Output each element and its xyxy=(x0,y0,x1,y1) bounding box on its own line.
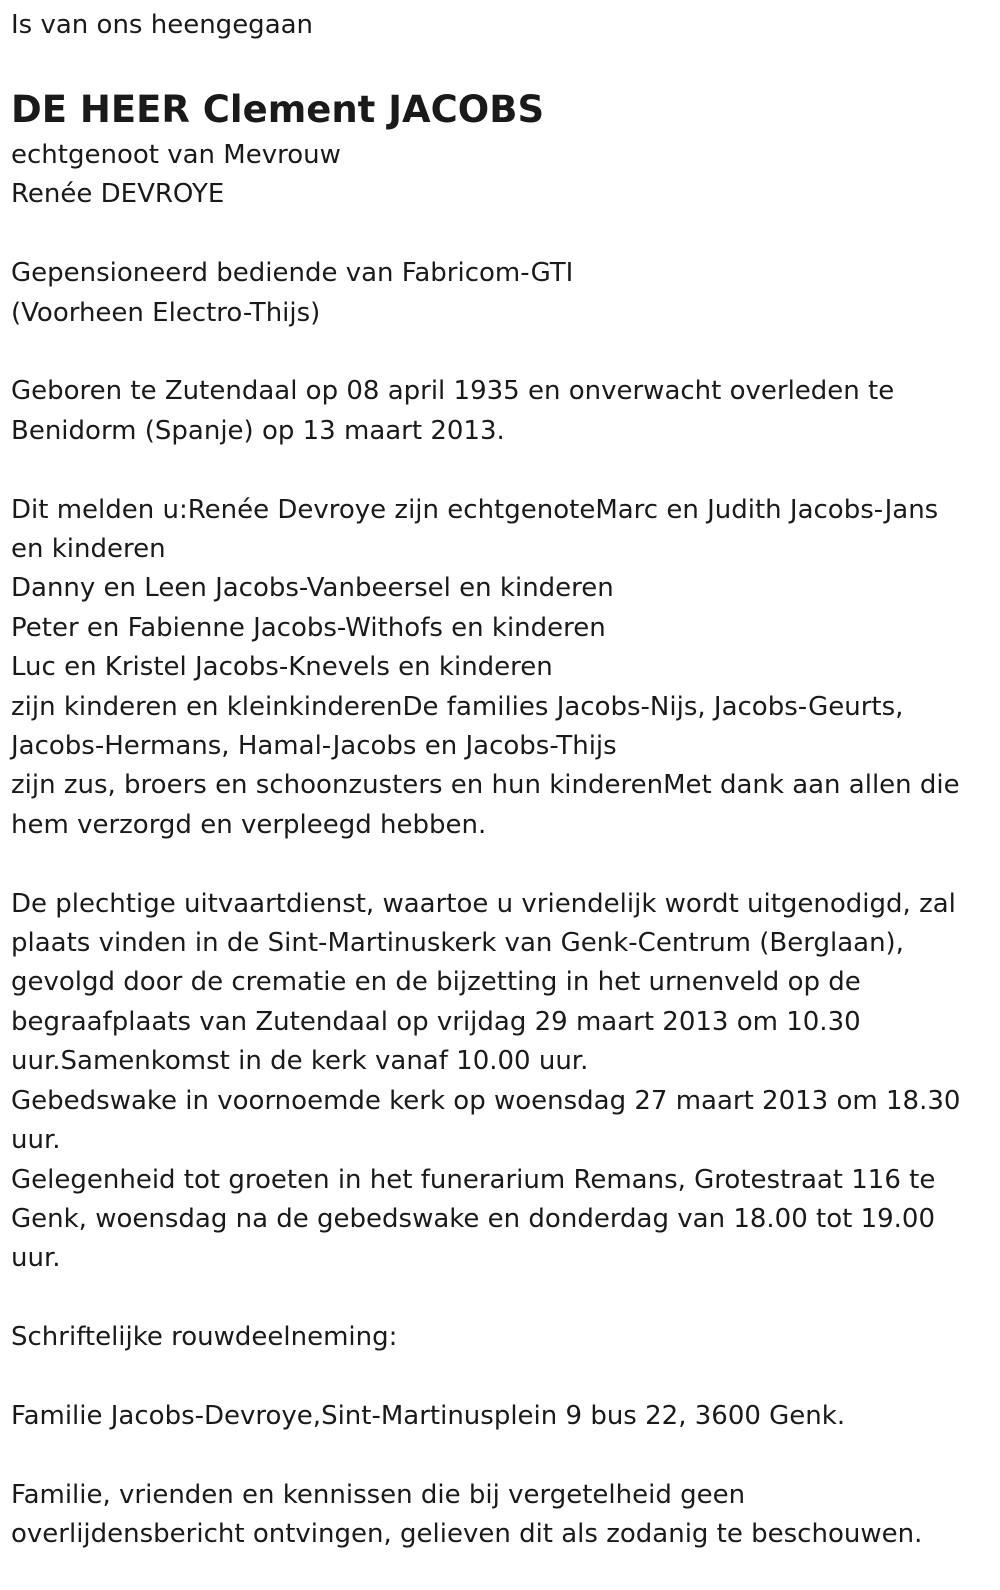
paragraph-gap xyxy=(11,451,986,490)
condolence-address: Familie Jacobs-Devroye,Sint-Martinusplein 9 bus 22, 3600 Genk. xyxy=(11,1400,846,1431)
career-line: Gepensioneerd bediende van Fabricom-GTI xyxy=(11,258,574,289)
family-section xyxy=(11,491,986,846)
paragraph-gap xyxy=(11,1436,986,1475)
service-line: Gebedswake in voornoemde kerk op woensdag 27 maart 2013 om 18.30 xyxy=(11,1085,961,1116)
career-line: (Voorheen Electro-Thijs) xyxy=(11,297,321,328)
deceased-name-title: DE HEER Clement JACOBS xyxy=(11,88,545,131)
obituary-notice xyxy=(11,8,986,1555)
family-line: zijn zus, broers en schoonzusters en hun kinderenMet dank aan allen die xyxy=(11,770,960,801)
paragraph-gap xyxy=(11,845,986,884)
family-line: Luc en Kristel Jacobs-Knevels en kinderen xyxy=(11,652,553,683)
service-line: Genk, woensdag na de gebedswake en donderdag van 18.00 tot 19.00 xyxy=(11,1203,936,1234)
condolence-heading: Schriftelijke rouwdeelneming: xyxy=(11,1322,398,1353)
spouse-line: Renée DEVROYE xyxy=(11,179,225,210)
paragraph-gap xyxy=(11,215,986,254)
family-line: zijn kinderen en kleinkinderenDe families Jacobs-Nijs, Jacobs-Geurts, xyxy=(11,691,904,722)
service-line: uur.Samenkomst in de kerk vanaf 10.00 uur. xyxy=(11,1046,589,1077)
paragraph-gap xyxy=(11,333,986,372)
paragraph-gap xyxy=(11,1279,986,1318)
family-line: Dit melden u:Renée Devroye zijn echtgenoteMarc en Judith Jacobs-Jans xyxy=(11,494,939,525)
spouse-line: echtgenoot van Mevrouw xyxy=(11,140,341,170)
service-line: Gelegenheid tot groeten in het funerarium Remans, Grotestraat 116 te xyxy=(11,1164,936,1195)
paragraph-gap xyxy=(11,1358,986,1397)
family-line: en kinderen xyxy=(11,534,166,565)
closing-section xyxy=(11,1476,986,1555)
closing-line: Familie, vrienden en kennissen die bij vergetelheid geen xyxy=(11,1479,746,1510)
service-section xyxy=(11,885,986,1279)
service-line: plaats vinden in de Sint-Martinuskerk van Genk-Centrum (Berglaan), xyxy=(11,928,904,959)
family-line: hem verzorgd en verpleegd hebben. xyxy=(11,809,487,840)
family-line: Jacobs-Hermans, Hamal-Jacobs en Jacobs-Thijs xyxy=(11,731,617,762)
career-section xyxy=(11,254,986,333)
family-line: Peter en Fabienne Jacobs-Withofs en kinderen xyxy=(11,612,606,643)
service-line: uur. xyxy=(11,1243,61,1274)
service-line: begraafplaats van Zutendaal op vrijdag 29 maart 2013 om 10.30 xyxy=(11,1006,861,1037)
service-line: uur. xyxy=(11,1125,61,1156)
family-line: Danny en Leen Jacobs-Vanbeersel en kinderen xyxy=(11,573,614,604)
birth-death-section xyxy=(11,372,986,451)
service-line: gevolgd door de crematie en de bijzetting in het urnenveld op de xyxy=(11,967,861,998)
closing-line: overlijdensbericht ontvingen, gelieven dit als zodanig te beschouwen. xyxy=(11,1519,923,1550)
intro-text: Is van ons heengegaan xyxy=(11,10,314,40)
spouse-section xyxy=(11,136,986,215)
birth-death-line: Geboren te Zutendaal op 08 april 1935 en onverwacht overleden te xyxy=(11,376,895,407)
birth-death-line: Benidorm (Spanje) op 13 maart 2013. xyxy=(11,415,505,446)
service-line: De plechtige uitvaartdienst, waartoe u vriendelijk wordt uitgenodigd, zal xyxy=(11,888,956,919)
